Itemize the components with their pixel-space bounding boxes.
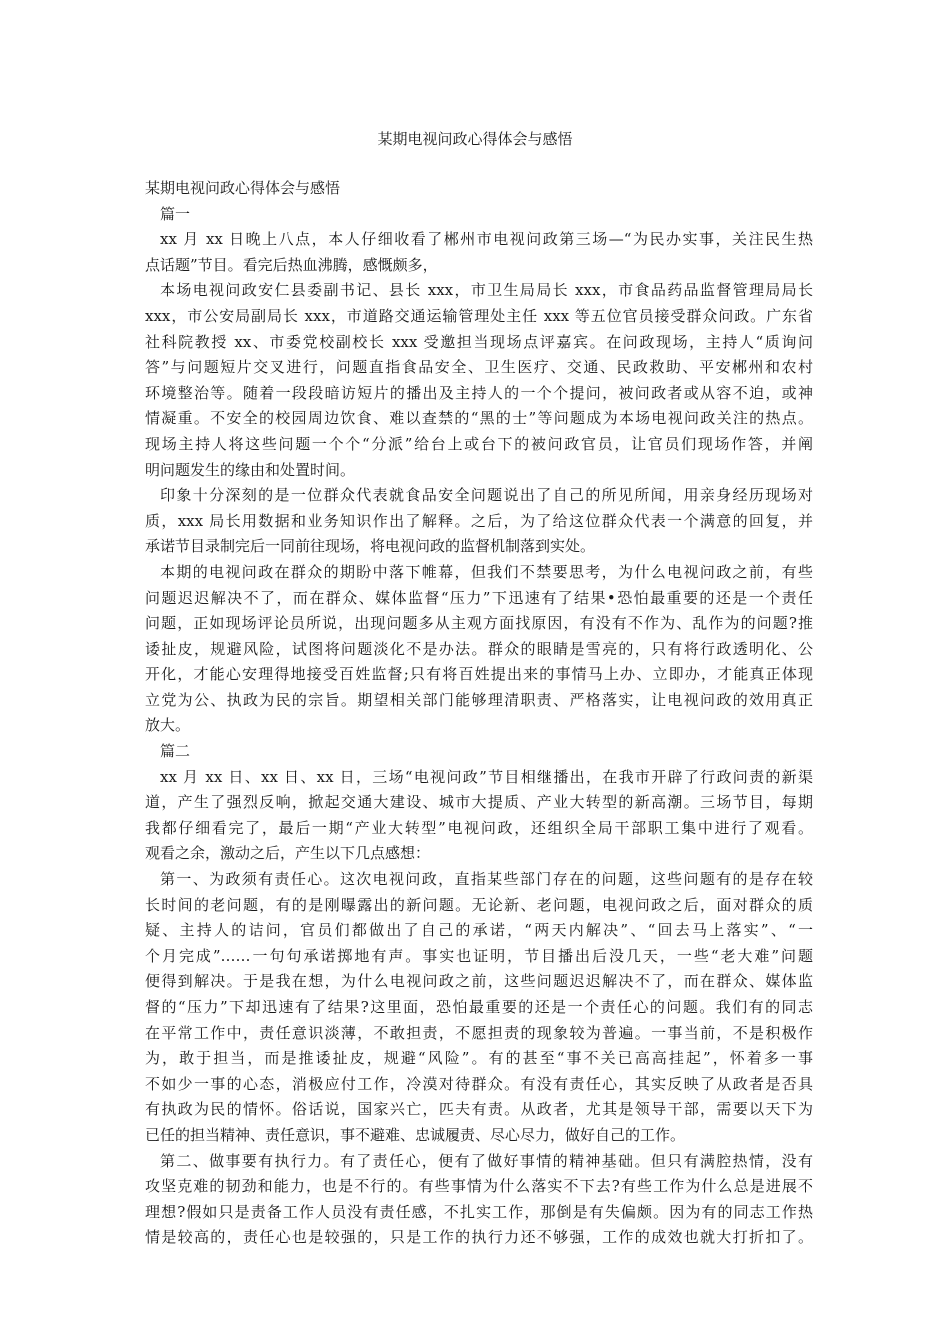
text-line: xxx，市公安局副局长 xxx，市道路交通运输管理处主任 xxx 等五位官员接受群众问政。广东省 bbox=[145, 306, 813, 325]
text-line: 理想?假如只是责备工作人员没有责任感，不扎实工作，那倒是有失偏颇。因为有的同志工作热 bbox=[145, 1202, 813, 1221]
text-line: 本场电视问政安仁县委副书记、县长 xxx，市卫生局局长 xxx，市食品药品监督管理局局长 bbox=[160, 281, 813, 300]
text-line: 社科院教授 xx、市委党校副校长 xxx 受邀担当现场点评嘉宾。在问政现场，主持人“质询问 bbox=[145, 332, 813, 351]
text-line: 有执政为民的情怀。俗话说，国家兴亡，匹夫有责。从政者，尤其是领导干部，需要以天下为 bbox=[145, 1100, 813, 1119]
text-line: 明问题发生的缘由和处置时间。 bbox=[145, 460, 356, 479]
text-line: 道，产生了强烈反响，掀起交通大建设、城市大提质、产业大转型的新高潮。三场节目，每期 bbox=[145, 793, 813, 812]
text-line: 已任的担当精神、责任意识，事不避难、忠诚履责、尽心尽力，做好自己的工作。 bbox=[145, 1125, 686, 1144]
text-line: 为，敢于担当，而是推诿扯皮，规避“风险”。有的甚至“事不关已高高挂起”，怀着多一事 bbox=[145, 1049, 813, 1068]
text-line: 疑、主持人的诘问，官员们都做出了自己的承诺，“两天内解决”、“回去马上落实”、“一 bbox=[145, 921, 813, 940]
text-line: 便得到解决。于是我在想，为什么电视问政之前，这些问题迟迟解决不了，而在群众、媒体监 bbox=[145, 972, 813, 991]
text-line: 攻坚克难的韧劲和能力，也是不行的。有些事情为什么落实不下去?有些工作为什么总是进展不 bbox=[145, 1177, 813, 1196]
text-line: 某期电视问政心得体会与感悟 bbox=[145, 179, 341, 197]
text-line: 诿扯皮，规避风险，试图将问题淡化不是办法。群众的眼睛是雪亮的，只有将行政透明化、公 bbox=[145, 639, 813, 658]
text-line: 开化，才能心安理得地接受百姓监督;只有将百姓提出来的事情马上办、立即办，才能真正体现 bbox=[145, 665, 813, 684]
text-line: 答”与问题短片交叉进行，问题直指食品安全、卫生医疗、交通、民政救助、平安郴州和农村 bbox=[145, 358, 813, 377]
text-line: 问题迟迟解决不了，而在群众、媒体监督“压力”下迅速有了结果•恐怕最重要的还是一个责任 bbox=[145, 588, 813, 607]
text-line: 长时间的老问题，有的是刚曝露出的新问题。无论新、老问题，电视问政之后，面对群众的质 bbox=[145, 895, 813, 914]
document-body bbox=[145, 176, 813, 1251]
text-line: 放大。 bbox=[145, 716, 191, 735]
text-line: 情凝重。不安全的校园周边饮食、难以查禁的“黑的士”等问题成为本场电视问政关注的热点。 bbox=[145, 409, 813, 428]
text-line: 观看之余，激动之后，产生以下几点感想： bbox=[145, 844, 431, 863]
text-line: 我都仔细看完了，最后一期“产业大转型”电视问政，还组织全局干部职工集中进行了观看。 bbox=[145, 818, 813, 837]
text-line: 问题，正如现场评论员所说，出现问题多从主观方面找原因，有没有不作为、乱作为的问题?推 bbox=[145, 614, 813, 633]
text-line: xx 月 xx 日晚上八点，本人仔细收看了郴州市电视问政第三场—“为民办实事，关注民生热 bbox=[160, 230, 813, 249]
text-line: 点话题”节目。看完后热血沸腾，感慨颇多， bbox=[145, 255, 438, 274]
text-line: 第一、为政须有责任心。这次电视问政，直指某些部门存在的问题，这些问题有的是存在较 bbox=[160, 870, 813, 889]
text-line: 现场主持人将这些问题一个个“分派”给台上或台下的被问政官员，让官员们现场作答，并阐 bbox=[145, 434, 813, 453]
text-line: 立党为公、执政为民的宗旨。期望相关部门能够理清职责、严格落实，让电视问政的效用真正 bbox=[145, 690, 813, 709]
text-line: 环境整治等。随着一段段暗访短片的播出及主持人的一个个提问，被问政者或从容不迫，或神 bbox=[145, 383, 813, 402]
document-title: 某期电视问政心得体会与感悟 bbox=[377, 130, 573, 148]
text-line: 不如少一事的心态，消极应付工作，冷漠对待群众。有没有责任心，其实反映了从政者是否具 bbox=[145, 1074, 813, 1093]
text-line: 篇一 bbox=[160, 204, 191, 223]
text-line: 篇二 bbox=[160, 742, 191, 761]
text-line: 承诺节目录制完后一同前往现场，将电视问政的监督机制落到实处。 bbox=[145, 537, 596, 556]
text-line: 第二、做事要有执行力。有了责任心，便有了做好事情的精神基础。但只有满腔热情，没有 bbox=[160, 1151, 813, 1170]
text-line: 个月完成”……一句句承诺掷地有声。事实也证明，节目播出后没几天，一些“老大难”问题 bbox=[145, 946, 813, 965]
text-line: 本期的电视问政在群众的期盼中落下帷幕，但我们不禁要思考，为什么电视问政之前，有些 bbox=[160, 562, 813, 581]
text-line: 质，xxx 局长用数据和业务知识作出了解释。之后，为了给这位群众代表一个满意的回复，并 bbox=[145, 511, 813, 530]
text-line: 在平常工作中，责任意识淡薄，不敢担责，不愿担责的现象较为普遍。一事当前，不是积极作 bbox=[145, 1023, 813, 1042]
text-line: 印象十分深刻的是一位群众代表就食品安全问题说出了自己的所见所闻，用亲身经历现场对 bbox=[160, 486, 813, 505]
text-line: 情是较高的，责任心也是较强的，只是工作的执行力还不够强，工作的成效也就大打折扣了。 bbox=[145, 1228, 813, 1247]
text-line: 督的“压力”下却迅速有了结果?这里面，恐怕最重要的还是一个责任心的问题。我们有的同志 bbox=[145, 998, 813, 1016]
text-line: xx 月 xx 日、xx 日、xx 日，三场“电视问政”节目相继播出，在我市开辟了行政问责的新渠 bbox=[160, 767, 813, 786]
